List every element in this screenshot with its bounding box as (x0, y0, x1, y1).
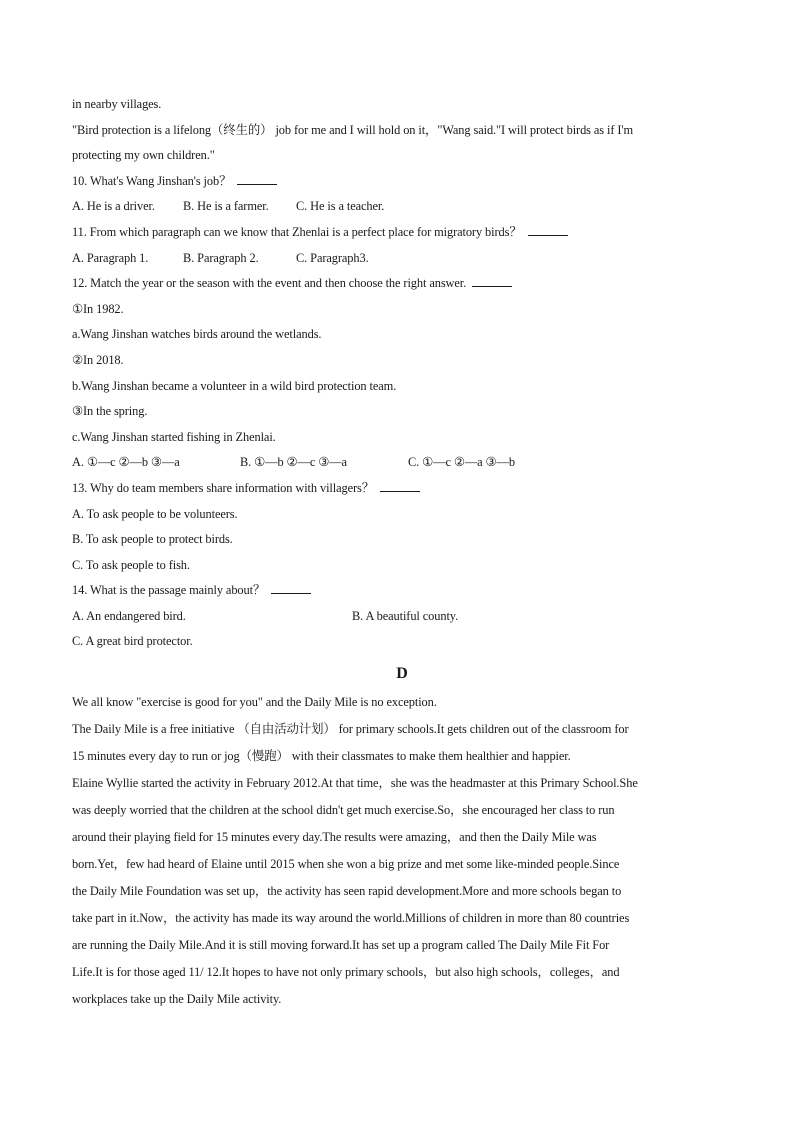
question-12-options (72, 450, 732, 476)
question-10-options (72, 194, 732, 220)
question-14-options (72, 604, 732, 630)
passage-line: in nearby villages. (72, 97, 162, 111)
match-item: ③In the spring. (72, 404, 148, 419)
question-12 (72, 271, 732, 297)
option-b: B. He is a farmer. (183, 199, 269, 214)
option-c: C. He is a teacher. (296, 199, 385, 214)
passage-line: born.Yet，few had heard of Elaine until 2015 when she won a big prize and met some like-minded people.Since (72, 857, 620, 872)
passage-line: We all know "exercise is good for you" and the Daily Mile is no exception. (72, 695, 437, 710)
passage-line: was deeply worried that the children at the school didn't get much exercise.So，she encouraged her class to run (72, 803, 615, 818)
passage-line: workplaces take up the Daily Mile activity. (72, 992, 282, 1007)
passage-d (72, 689, 732, 1013)
option-a: A. To ask people to be volunteers. (72, 506, 238, 521)
passage-line: the Daily Mile Foundation was set up，the activity has seen rapid development.More and more schools began to (72, 884, 622, 899)
passage-line: The Daily Mile is a free initiative （自由活动计划） for primary schools.It gets children out of the classroom for (72, 722, 629, 737)
passage-line: 15 minutes every day to run or jog（慢跑） with their classmates to make them healthier and happier. (72, 749, 571, 764)
option-c: C. ①—c ②—a ③—b (408, 455, 515, 470)
worksheet-page (72, 92, 732, 1013)
section-heading: D (396, 665, 408, 683)
question-text: 11. From which paragraph can we know that Zhenlai is a perfect place for migratory birds？ (72, 224, 522, 239)
question-13 (72, 476, 732, 502)
passage-line: Elaine Wyllie started the activity in February 2012.At that time，she was the headmaster at this Primary School.She (72, 776, 638, 791)
answer-blank[interactable] (528, 223, 568, 236)
question-text: 12. Match the year or the season with the event and then choose the right answer. (72, 276, 467, 291)
question-10 (72, 169, 732, 195)
match-item: a.Wang Jinshan watches birds around the wetlands. (72, 327, 322, 342)
option-b: B. Paragraph 2. (183, 250, 259, 265)
passage-line: around their playing field for 15 minutes every day.The results were amazing，and then the Daily Mile was (72, 830, 597, 845)
passage-line: protecting my own children." (72, 148, 215, 163)
option-b: B. To ask people to protect birds. (72, 532, 233, 547)
option-a: A. ①—c ②—b ③—a (72, 455, 180, 470)
question-text: 10. What's Wang Jinshan's job？ (72, 173, 232, 188)
passage-line: Life.It is for those aged 11/ 12.It hopes to have not only primary schools，but also high schools，colleges，and (72, 965, 620, 980)
answer-blank[interactable] (271, 581, 311, 594)
answer-blank[interactable] (472, 274, 512, 287)
option-c: C. A great bird protector. (72, 634, 193, 649)
option-c: C. Paragraph3. (296, 250, 369, 265)
option-b: B. ①—b ②—c ③—a (240, 455, 347, 470)
answer-blank[interactable] (380, 479, 420, 492)
question-text: 13. Why do team members share information with villagers？ (72, 480, 375, 495)
option-c: C. To ask people to fish. (72, 557, 190, 572)
question-11 (72, 220, 732, 246)
option-a: A. An endangered bird. (72, 608, 186, 623)
passage-line: are running the Daily Mile.And it is still moving forward.It has set up a program called The Daily Mile Fit For (72, 938, 610, 953)
match-item: b.Wang Jinshan became a volunteer in a wild bird protection team. (72, 378, 397, 393)
option-a: A. Paragraph 1. (72, 250, 149, 265)
passage-line: take part in it.Now，the activity has made its way around the world.Millions of children in more than 80 countries (72, 911, 630, 926)
passage-line: "Bird protection is a lifelong（终生的） job for me and I will hold on it，"Wang said."I will protect birds as if I'm (72, 122, 634, 137)
match-item: c.Wang Jinshan started fishing in Zhenlai. (72, 429, 276, 444)
answer-blank[interactable] (237, 172, 277, 185)
match-item: ②In 2018. (72, 352, 124, 367)
match-item: ①In 1982. (72, 301, 124, 316)
option-a: A. He is a driver. (72, 199, 155, 214)
question-11-options (72, 246, 732, 272)
option-b: B. A beautiful county. (352, 608, 459, 623)
question-14 (72, 578, 732, 604)
question-text: 14. What is the passage mainly about？ (72, 583, 266, 598)
